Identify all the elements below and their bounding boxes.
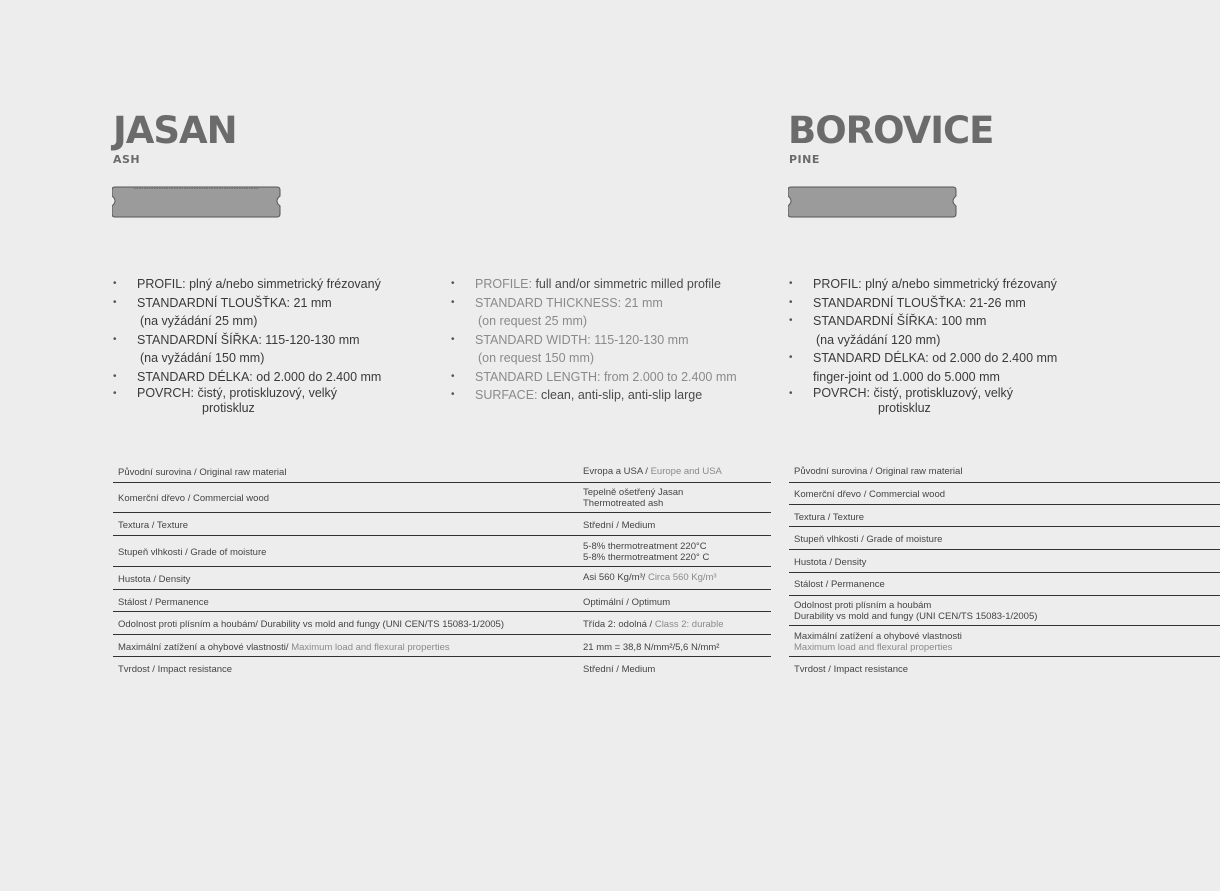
spec-item: • PROFIL: plný a/nebo simmetrický frézovaný: [113, 275, 443, 294]
ash-specs-cz: [113, 275, 443, 416]
ash-specs-en: [451, 275, 771, 405]
table-row: Tvrdost / Impact resistance Střední / Medium: [118, 664, 656, 675]
spec-item: • SURFACE: clean, anti-slip, anti-slip large: [451, 386, 771, 405]
board-profile-icon: [112, 185, 282, 219]
spec-item: • PROFIL: plný a/nebo simmetrický frézovaný: [789, 275, 1109, 294]
table-row: Hustota / Density Asi 560 Kg/m³/ Circa 560 Kg/m³: [113, 567, 771, 590]
table-row: Komerční dřevo / Commercial wood Tepelně ošetřený Jasan Thermotreated ash: [113, 483, 771, 513]
spec-item: • POVRCH: čistý, protiskluzový, velký protiskluz: [113, 386, 443, 416]
table-row: Odolnost proti plísním a houbám Durability vs mold and fungy (UNI CEN/TS 15083-1/2005): [789, 596, 1220, 626]
table-row: Původní surovina / Original raw material: [789, 458, 1220, 483]
spec-item: • POVRCH: čistý, protiskluzový, velký protiskluz: [789, 386, 1109, 416]
table-row: Odolnost proti plísním a houbám/ Durability vs mold and fungy (UNI CEN/TS 15083-1/2005) Třída 2: odolná / Class 2: durable: [113, 612, 771, 635]
spec-item: • PROFILE: full and/or simmetric milled profile: [451, 275, 771, 294]
table-row: Stálost / Permanence: [789, 573, 1220, 596]
spec-item: • STANDARD DÉLKA: od 2.000 do 2.400 mm: [113, 368, 443, 387]
spec-item: • STANDARDNÍ TLOUŠŤKA: 21 mm (na vyžádání 25 mm): [113, 294, 443, 331]
table-row: Textura / Texture Střední / Medium: [113, 513, 771, 536]
pine-specs-cz: [789, 275, 1109, 416]
pine-properties-table: [789, 458, 1220, 683]
pine-subtitle: PINE: [789, 153, 820, 166]
ash-subtitle: ASH: [113, 153, 141, 166]
table-row: Maximální zatížení a ohybové vlastnosti Maximum load and flexural properties: [789, 626, 1220, 657]
spec-item: • STANDARDNÍ ŠÍŘKA: 115-120-130 mm (na vyžádání 150 mm): [113, 331, 443, 368]
table-row: Stupeň vlhkosti / Grade of moisture 5-8% thermotreatment 220°C 5-8% thermotreatment 220° C: [113, 536, 771, 567]
table-row: Stálost / Permanence Optimální / Optimum: [113, 590, 771, 612]
table-row: Stupeň vlhkosti / Grade of moisture: [789, 527, 1220, 550]
spec-item: • STANDARDNÍ TLOUŠŤKA: 21-26 mm: [789, 294, 1109, 313]
spec-item: • STANDARD WIDTH: 115-120-130 mm (on request 150 mm): [451, 331, 771, 368]
spec-item: • STANDARDNÍ ŠÍŘKA: 100 mm (na vyžádání 120 mm): [789, 312, 1109, 349]
board-profile-icon: [788, 185, 958, 219]
table-row: Hustota / Density: [789, 550, 1220, 573]
pine-title: BOROVICE: [788, 109, 994, 152]
spec-item: • STANDARD DÉLKA: od 2.000 do 2.400 mm finger-joint od 1.000 do 5.000 mm: [789, 349, 1109, 386]
spec-item: • STANDARD THICKNESS: 21 mm (on request 25 mm): [451, 294, 771, 331]
ash-properties-table: [113, 458, 771, 683]
table-row: Tvrdost / Impact resistance: [794, 664, 909, 675]
table-row: Původní surovina / Original raw material Evropa a USA / Europe and USA: [113, 458, 771, 483]
table-row: Maximální zatížení a ohybové vlastnosti/ Maximum load and flexural properties 21 mm = 38,8 N/mm²/5,6 N/mm²: [113, 635, 771, 657]
table-row: Textura / Texture: [789, 505, 1220, 527]
spec-item: • STANDARD LENGTH: from 2.000 to 2.400 mm: [451, 368, 771, 387]
table-row: Komerční dřevo / Commercial wood: [789, 483, 1220, 505]
ash-title: JASAN: [113, 109, 237, 152]
